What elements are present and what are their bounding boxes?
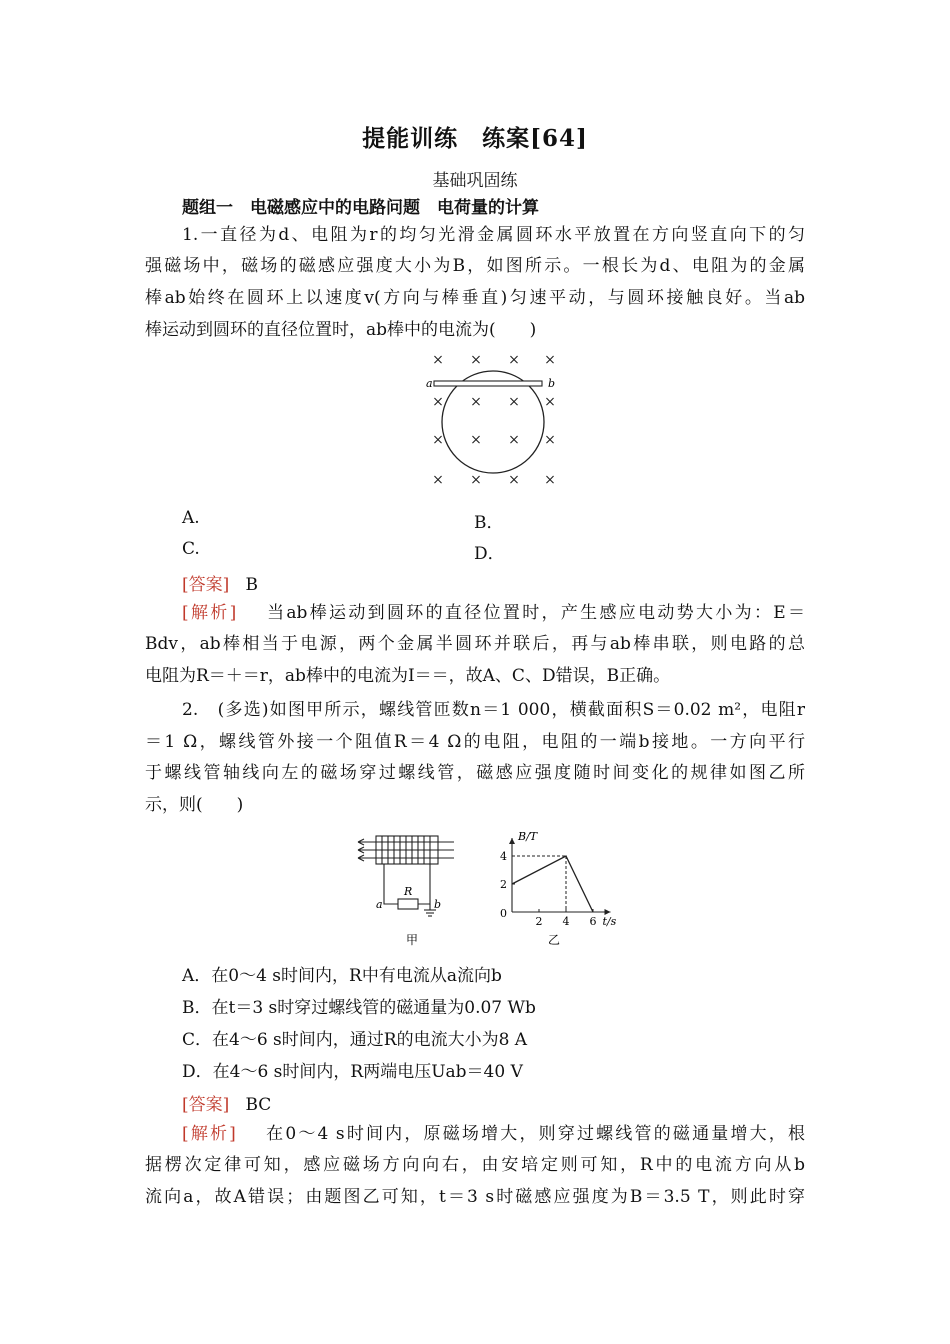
q1-option-c: C. — [182, 539, 200, 559]
x-axis-label: t/s — [602, 915, 617, 928]
q2-option-d: D．在4～6 s时间内，R两端电压Uab＝40 V — [182, 1062, 523, 1082]
analysis-tag: [解析] — [182, 603, 237, 623]
q2-line: ＝1 Ω，螺线管外接一个阻值R＝4 Ω的电阻，电阻的一端b接地。一方向平行 — [145, 732, 805, 752]
q1-option-b: B． — [474, 513, 504, 533]
field-cross-mark: × — [544, 432, 556, 448]
q1-option-a: A. — [182, 508, 200, 528]
field-cross-mark: × — [432, 394, 444, 410]
field-cross-mark: × — [544, 394, 556, 410]
bt-chart — [490, 826, 630, 950]
origin-label: 0 — [500, 907, 507, 920]
q1-text: 1.一直径为d、电阻为r的均匀光滑金属圆环水平放置在方向竖直向下的匀 — [182, 225, 805, 245]
q1-line: 强磁场中，磁场的磁感应强度大小为B，如图所示。一根长为d、电阻为的金属 — [145, 256, 805, 276]
q2-line: 示，则( ) — [145, 795, 244, 815]
field-cross-mark: × — [508, 432, 520, 448]
field-cross-mark: × — [508, 394, 520, 410]
field-cross-mark: × — [432, 472, 444, 488]
series-line — [512, 856, 593, 912]
x-tick-label: 4 — [562, 915, 570, 928]
y-axis-arrow — [509, 838, 515, 844]
answer-tag: [答案] — [182, 575, 230, 595]
ring-figure — [420, 352, 560, 494]
answer-value: BC — [245, 1095, 272, 1115]
y-axis-label: B/T — [518, 830, 538, 843]
resistor-label: R — [404, 885, 413, 898]
group-heading: 题组一 电磁感应中的电路问题 电荷量的计算 — [182, 198, 539, 218]
analysis-tag: [解析] — [182, 1124, 236, 1144]
q1-line: 棒运动到圆环的直径位置时，ab棒中的电流为( ) — [145, 320, 537, 340]
solenoid-figure — [354, 828, 466, 950]
rod-label-b: b — [548, 377, 556, 390]
analysis-text: 当ab棒运动到圆环的直径位置时，产生感应电动势大小为：E＝ — [267, 603, 805, 623]
q2-analysis-line — [182, 1119, 805, 1150]
answer-tag: [答案] — [182, 1095, 230, 1115]
terminal-label-b: b — [434, 898, 442, 911]
field-cross-mark: × — [432, 352, 444, 368]
x-tick-label: 6 — [589, 915, 597, 928]
rod-label-a: a — [426, 377, 433, 390]
figure-caption-yi: 乙 — [547, 933, 561, 947]
field-cross-mark: × — [470, 352, 482, 368]
q1-option-d: D． — [474, 544, 505, 564]
q2-option-a: A．在0～4 s时间内，R中有电流从a流向b — [182, 966, 502, 986]
metal-rod — [434, 381, 542, 386]
q1-analysis-line: Bdv，ab棒相当于电源，两个金属半圆环并联后，再与ab棒串联，则电路的总 — [145, 634, 805, 654]
section-subtitle: 基础巩固练 — [432, 171, 518, 191]
q1-line — [182, 220, 805, 251]
field-cross-mark: × — [508, 472, 520, 488]
field-cross-mark: × — [470, 432, 482, 448]
q2-option-b: B．在t＝3 s时穿过螺线管的磁通量为0.07 Wb — [182, 998, 536, 1018]
analysis-text: 在0～4 s时间内，原磁场增大，则穿过螺线管的磁通量增大，根 — [266, 1124, 805, 1144]
field-cross-mark: × — [470, 472, 482, 488]
terminal-label-a: a — [376, 898, 383, 911]
q1-line: 棒ab始终在圆环上以速度v(方向与棒垂直)匀速平动，与圆环接触良好。当ab — [145, 288, 805, 308]
field-cross-mark: × — [544, 472, 556, 488]
field-cross-mark: × — [544, 352, 556, 368]
q2-line: 于螺线管轴线向左的磁场穿过螺线管，磁感应强度随时间变化的规律如图乙所 — [145, 763, 805, 783]
field-cross-mark: × — [470, 394, 482, 410]
q2-option-c: C．在4～6 s时间内，通过R的电流大小为8 A — [182, 1030, 528, 1050]
q2-analysis-line: 据楞次定律可知，感应磁场方向向右，由安培定则可知，R中的电流方向从b — [145, 1155, 805, 1175]
q1-answer — [182, 570, 258, 595]
field-cross-mark: × — [508, 352, 520, 368]
y-tick-label: 2 — [500, 878, 507, 891]
page-title: 提能训练 练案[64] — [362, 125, 588, 152]
y-tick-label: 4 — [500, 850, 507, 863]
q2-line: 2. (多选)如图甲所示，螺线管匝数n＝1 000，横截面积S＝0.02 m²，电阻r — [182, 700, 805, 720]
answer-value: B — [245, 575, 258, 595]
x-tick-label: 2 — [535, 915, 543, 928]
field-cross-mark: × — [432, 432, 444, 448]
q1-analysis-line — [182, 598, 805, 629]
q2-analysis-line: 流向a，故A错误；由题图乙可知，t＝3 s时磁感应强度为B＝3.5 T，则此时穿 — [145, 1187, 805, 1207]
q1-analysis-line: 电阻为R＝＋＝r，ab棒中的电流为I＝＝，故A、C、D错误，B正确。 — [145, 666, 671, 686]
q2-answer — [182, 1090, 271, 1115]
figure-caption-jia: 甲 — [406, 933, 419, 947]
